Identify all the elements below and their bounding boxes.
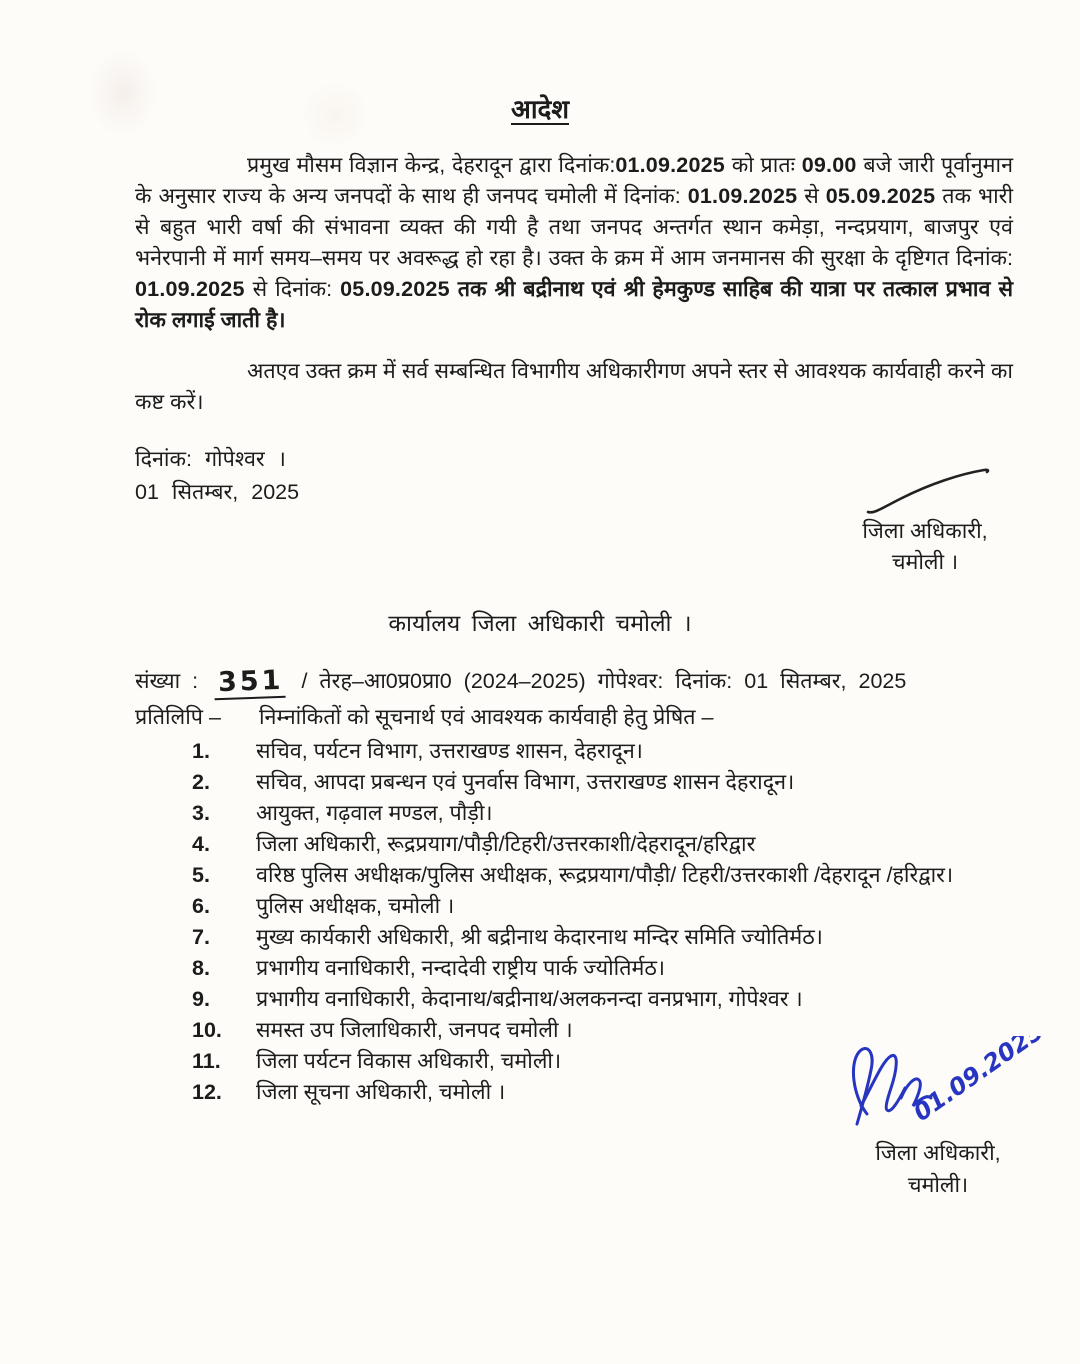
item-number: 4. (192, 832, 210, 856)
handwritten-signature-date: 01.09.2025 (908, 1036, 1043, 1127)
item-number: 5. (192, 863, 210, 887)
list-item (192, 953, 1022, 984)
signatory-block-top (830, 466, 1020, 578)
order-paragraph-1 (135, 150, 1013, 336)
item-text: सचिव, आपदा प्रबन्धन एवं पुनर्वास विभाग, उत्तराखण्ड शासन देहरादून। (256, 770, 795, 794)
list-item (192, 736, 1022, 767)
para1-seg: तक भारी से बहुत भारी वर्षा की संभावना व्यक्त की गयी है तथा जनपद अन्तर्गत स्थान कमेड़ा, नन्दप्रयाग, बाजपुर एवं भनेरपानी में मार्ग समय–समय पर अवरूद्ध हो रहा है। उक्त के क्रम में आम जनमानस की सुरक्षा के दृष्टिगत दिनांक: (135, 184, 1014, 270)
item-number: 1. (192, 739, 210, 763)
place-date-block (135, 443, 299, 509)
list-item (192, 984, 1022, 1015)
item-number: 6. (192, 894, 210, 918)
order-paragraph-2: अतएव उक्त क्रम में सर्व सम्बन्धित विभागीय अधिकारीगण अपने स्तर से आवश्यक कार्यवाही करने का कष्ट करें। (135, 359, 1013, 414)
item-text: जिला अधिकारी, रूद्रप्रयाग/पौड़ी/टिहरी/उत्तरकाशी/देहरादून/हरिद्वार (256, 832, 756, 856)
para1-date: 01.09.2025 (687, 184, 798, 208)
order-title (0, 90, 1080, 126)
copy-to-line (135, 702, 1015, 731)
item-number: 2. (192, 770, 210, 794)
reference-number-line (135, 664, 1015, 697)
signatory-designation: जिला अधिकारी, (875, 1141, 1001, 1165)
item-text: जिला सूचना अधिकारी, चमोली । (256, 1080, 506, 1104)
para1-date: 01.09.2025 (615, 153, 725, 177)
item-text: पुलिस अधीक्षक, चमोली । (256, 894, 455, 918)
ref-details: / तेरह–आ0प्र0प्रा0 (2024–2025) गोपेश्वर: दिनांक: 01 सितम्बर, 2025 (301, 669, 907, 693)
ref-label: संख्या : (135, 669, 199, 693)
para1-seg: बजे जारी पूर्वानुमान के अनुसार राज्य के अन्य जनपदों के साथ ही जनपद चमोली में दिनांक: (135, 153, 1014, 208)
list-item (192, 798, 1022, 829)
signatory-district: चमोली । (891, 550, 959, 574)
item-number: 7. (192, 925, 210, 949)
para1-date: 05.09.2025 (340, 277, 450, 301)
item-text: समस्त उप जिलाधिकारी, जनपद चमोली । (256, 1018, 573, 1042)
para1-date: 05.09.2025 (825, 184, 936, 208)
para1-time: 09.00 (801, 153, 857, 177)
handwritten-ref-number: 351 (214, 665, 286, 700)
list-item (192, 891, 1022, 922)
item-text: प्रभागीय वनाधिकारी, केदानाथ/बद्रीनाथ/अलकनन्दा वनप्रभाग, गोपेश्वर । (256, 987, 803, 1011)
copy-text: निम्नांकितों को सूचनार्थ एवं आवश्यक कार्यवाही हेतु प्रेषित – (258, 705, 714, 729)
signatory-block-bottom (828, 1036, 1048, 1201)
copy-label: प्रतिलिपि – (135, 705, 221, 729)
para1-date: 01.09.2025 (135, 277, 245, 301)
list-item (192, 922, 1022, 953)
item-text: आयुक्त, गढ़वाल मण्डल, पौड़ी। (256, 801, 493, 825)
signatory-district: चमोली। (907, 1173, 969, 1197)
item-number: 10. (192, 1018, 222, 1042)
ink-signature-icon (833, 1036, 1043, 1136)
item-number: 11. (192, 1049, 221, 1073)
list-item (192, 767, 1022, 798)
item-number: 3. (192, 801, 210, 825)
order-title-text: आदेश (510, 94, 570, 124)
item-number: 12. (192, 1080, 222, 1104)
item-text: प्रभागीय वनाधिकारी, नन्दादेवी राष्ट्रीय पार्क ज्योतिर्मठ। (256, 956, 665, 980)
para1-restriction-clause: तक श्री बद्रीनाथ एवं श्री हेमकुण्ड साहिब की यात्रा पर तत्काल प्रभाव से रोक लगाई जाती है। (135, 277, 1013, 332)
signatory-designation: जिला अधिकारी, (862, 519, 988, 543)
item-text: मुख्य कार्यकारी अधिकारी, श्री बद्रीनाथ केदारनाथ मन्दिर समिति ज्योतिर्मठ। (256, 925, 823, 949)
para1-seg: को प्रातः (724, 153, 802, 177)
place-line: दिनांक: गोपेश्वर । (135, 447, 286, 471)
signature-stroke-icon (850, 466, 1000, 516)
item-number: 9. (192, 987, 210, 1011)
para1-seg: से दिनांक: (244, 277, 341, 301)
para1-seg: प्रमुख मौसम विज्ञान केन्द्र, देहरादून द्वारा दिनांक: (247, 153, 616, 177)
date-line: 01 सितम्बर, 2025 (135, 480, 300, 504)
list-item (192, 860, 1022, 891)
item-text: जिला पर्यटन विकास अधिकारी, चमोली। (256, 1049, 562, 1073)
list-item (192, 829, 1022, 860)
para1-seg: से (797, 184, 826, 208)
item-text: वरिष्ठ पुलिस अधीक्षक/पुलिस अधीक्षक, रूद्रप्रयाग/पौड़ी/ टिहरी/उत्तरकाशी /देहरादून /हरिद्वार। (256, 863, 954, 887)
item-number: 8. (192, 956, 210, 980)
item-text: सचिव, पर्यटन विभाग, उत्तराखण्ड शासन, देहरादून। (256, 739, 643, 763)
office-heading: कार्यालय जिला अधिकारी चमोली । (388, 610, 692, 636)
